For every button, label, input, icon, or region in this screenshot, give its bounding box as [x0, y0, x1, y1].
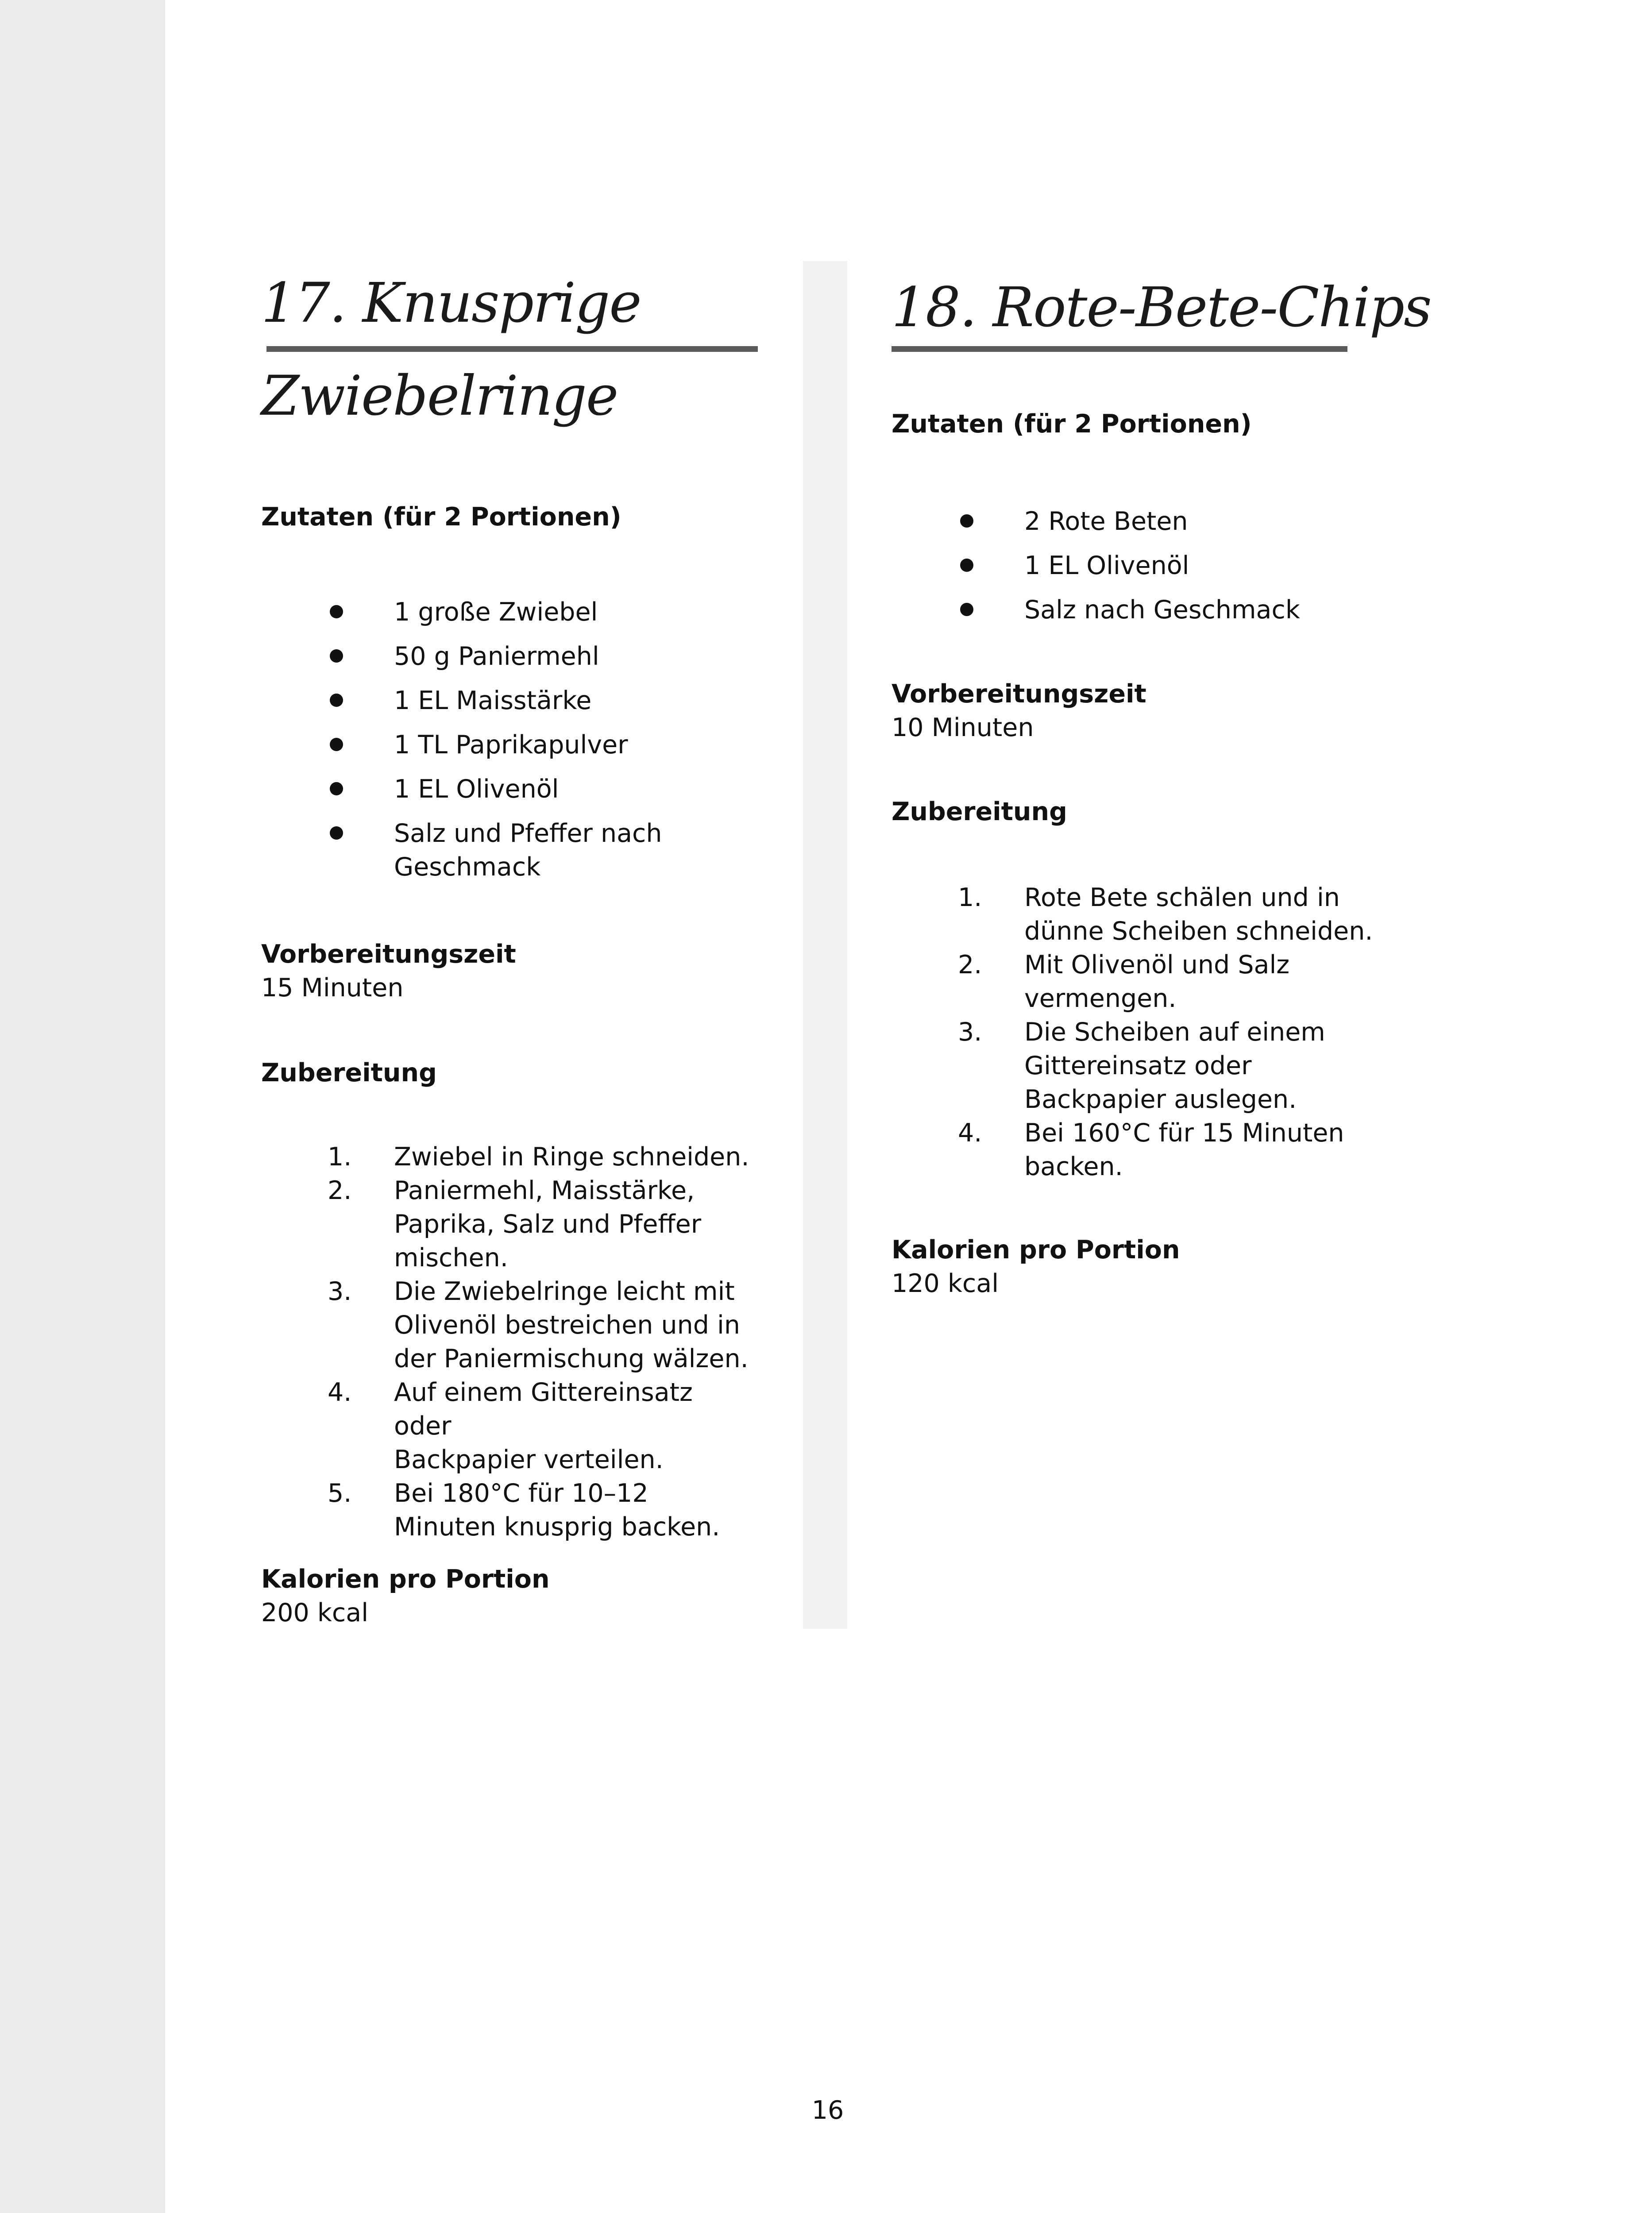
ingredient-text: 1 EL Olivenöl — [394, 775, 559, 804]
list-item — [261, 772, 662, 806]
bullet-icon — [330, 826, 343, 840]
list-item — [261, 817, 662, 884]
bullet-icon — [960, 559, 973, 572]
step-text: Zwiebel in Ringe schneiden. — [394, 1142, 749, 1172]
step-text: Bei 160°C für 15 Minuten backen. — [1024, 1118, 1344, 1181]
step-number: 2. — [328, 1176, 352, 1205]
ingredient-text: 50 g Paniermehl — [394, 642, 599, 671]
list-item — [261, 1140, 757, 1174]
method-steps — [261, 1140, 757, 1544]
list-item — [892, 1015, 1373, 1116]
list-item — [261, 595, 662, 629]
list-item — [892, 1116, 1373, 1184]
method-steps — [892, 881, 1373, 1184]
step-text: Bei 180°C für 10–12 Minuten knusprig backen. — [394, 1479, 720, 1542]
ingredient-text: 1 TL Paprikapulver — [394, 730, 628, 760]
bullet-icon — [330, 738, 343, 751]
recipe-title: 18. Rote-Bete-Chips — [892, 276, 1431, 339]
prep-time-value: 10 Minuten — [892, 713, 1034, 742]
step-number: 3. — [328, 1277, 352, 1306]
list-item — [261, 1376, 757, 1477]
ingredients-heading: Zutaten (für 2 Portionen) — [892, 409, 1252, 439]
calories-value: 120 kcal — [892, 1269, 999, 1298]
step-number: 3. — [958, 1018, 982, 1047]
calories-heading: Kalorien pro Portion — [892, 1235, 1180, 1265]
prep-time-heading: Vorbereitungszeit — [892, 679, 1146, 709]
method-heading: Zubereitung — [892, 797, 1067, 826]
ingredient-text: Salz und Pfeffer nach Geschmack — [394, 819, 662, 882]
ingredient-text: 1 EL Olivenöl — [1024, 551, 1189, 580]
bullet-icon — [330, 605, 343, 618]
ingredient-text: 1 große Zwiebel — [394, 598, 598, 627]
page-margin — [0, 0, 165, 2213]
step-text: Mit Olivenöl und Salz vermengen. — [1024, 950, 1290, 1013]
list-item — [261, 728, 662, 762]
ingredient-text: 1 EL Maisstärke — [394, 686, 592, 715]
title-underline — [892, 346, 1347, 352]
step-text: Die Zwiebelringe leicht mit Olivenöl bestreichen und in der Paniermischung wälzen. — [394, 1277, 749, 1373]
calories-value: 200 kcal — [261, 1598, 369, 1627]
method-heading: Zubereitung — [261, 1058, 437, 1087]
prep-time-value: 15 Minuten — [261, 973, 404, 1002]
list-item — [261, 640, 662, 673]
step-text: Auf einem Gittereinsatz oder Backpapier verteilen. — [394, 1378, 693, 1474]
step-number: 1. — [328, 1142, 352, 1172]
calories-heading: Kalorien pro Portion — [261, 1565, 550, 1594]
list-item — [892, 505, 1300, 538]
ingredient-list — [892, 505, 1300, 637]
list-item — [261, 684, 662, 717]
step-text: Rote Bete schälen und in dünne Scheiben schneiden. — [1024, 883, 1373, 946]
list-item — [261, 1174, 757, 1275]
list-item — [892, 881, 1373, 948]
step-text: Paniermehl, Maisstärke, Paprika, Salz und Pfeffer mischen. — [394, 1176, 702, 1272]
bullet-icon — [330, 694, 343, 707]
step-number: 4. — [958, 1118, 982, 1148]
step-number: 2. — [958, 950, 982, 979]
bullet-icon — [960, 514, 973, 528]
page-number: 16 — [811, 2096, 844, 2125]
column-divider — [803, 261, 847, 1629]
step-number: 5. — [328, 1479, 352, 1508]
step-number: 1. — [958, 883, 982, 912]
list-item — [261, 1275, 757, 1376]
bullet-icon — [960, 603, 973, 616]
recipe-title-line2: Zwiebelringe — [261, 364, 618, 428]
list-item — [892, 593, 1300, 627]
title-underline — [266, 346, 758, 352]
recipe-title-line1: 17. Knusprige — [261, 271, 641, 335]
list-item — [892, 948, 1373, 1015]
step-text: Die Scheiben auf einem Gittereinsatz oder Backpapier auslegen. — [1024, 1018, 1325, 1114]
list-item — [892, 549, 1300, 582]
ingredient-text: 2 Rote Beten — [1024, 507, 1188, 536]
list-item — [261, 1477, 757, 1544]
prep-time-heading: Vorbereitungszeit — [261, 940, 516, 969]
bullet-icon — [330, 782, 343, 795]
step-number: 4. — [328, 1378, 352, 1407]
ingredient-list — [261, 595, 662, 894]
bullet-icon — [330, 649, 343, 663]
ingredients-heading: Zutaten (für 2 Portionen) — [261, 502, 621, 532]
ingredient-text: Salz nach Geschmack — [1024, 595, 1300, 625]
